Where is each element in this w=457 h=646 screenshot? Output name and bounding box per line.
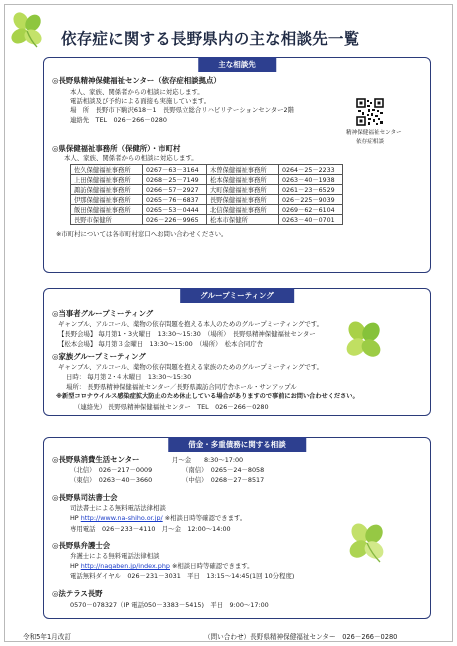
judicial-scrivener-link[interactable]: http://www.na-shiho.or.jp/ [80, 514, 163, 522]
main-consultation-section [43, 57, 431, 273]
offices-note: ※市町村については各市町村窓口へお問い合わせください。 [56, 230, 228, 238]
section-heading: 主な相談先 [198, 57, 276, 72]
document-page [4, 4, 453, 642]
family-group-name: ◎家族グループミーティング [52, 352, 146, 361]
judicial-scrivener-tel: 専用電話 026－233－4110 月～金 12:00～14:00 [70, 525, 231, 533]
center-desc-1: 本人、家族、関係者からの相談に対応します。 [70, 88, 204, 96]
consumer-center-hours: 月～金 8:30～17:00 [172, 456, 244, 464]
bar-association-tel: 電話無料ダイヤル 026－231－3031 平日 13:15～14:45(1回 10分程度) [70, 572, 295, 580]
self-group-nagano: 【長野会場】 毎月第1・3火曜日 13:30～15:30 （場所） 長野県精神保健福祉センター [58, 330, 316, 338]
judicial-scrivener-desc: 司法書士による無料電話法律相談 [70, 504, 166, 512]
center-address: 場 所 長野市下駒沢618－1 長野県立総合リハビリテーションセンター2階 [70, 106, 294, 114]
self-group-desc: ギャンブル、アルコール、薬物の依存問題を抱える本人のためのグループミーティングです。 [58, 320, 324, 328]
table-row: 上田保健福祉事務所 0268－25－7149 松本保健福祉事務所 0263－40－1938 [71, 175, 343, 185]
qr-caption-1: 精神保健福祉センター [346, 130, 402, 136]
center-tel: 連絡先 TEL 026－266－0280 [70, 116, 167, 124]
table-row: 飯田保健福祉事務所 0265－53－0444 北信保健福祉事務所 0269－62－6104 [71, 205, 343, 215]
judicial-scrivener-hp-row [70, 514, 246, 522]
bar-association-hp-row [70, 562, 254, 570]
center-desc-2: 電話相談及び予約による面接も実施しています。 [70, 97, 211, 105]
self-group-matsumoto: 【松本会場】 毎月第３金曜日 13:30～15:00 （場所） 松本合同庁舎 [58, 340, 264, 348]
bar-association-desc: 弁護士による無料電話法律相談 [70, 552, 160, 560]
bar-association-name: ◎長野県弁護士会 [52, 541, 111, 550]
consumer-nanshin: （南信） 0265－24－8058 [182, 466, 265, 474]
notice-text: ※新型コロナウイルス感染症拡大防止のため休止している場合がありますので事前にお問い合わせください。 [56, 393, 359, 400]
office-table [70, 164, 343, 225]
table-row: 佐久保健福祉事務所 0267－63－3164 木曽保健福祉事務所 0264－25－2233 [71, 165, 343, 175]
section-heading: グループミーティング [180, 288, 294, 303]
houterasu-name: ◎法テラス長野 [52, 589, 103, 598]
hp-label: HP [70, 562, 79, 570]
bar-association-link[interactable]: http://nagaben.jp/index.php [80, 562, 170, 570]
family-group-place: 場所： 長野県精神保健福祉センター／長野県諏訪合同庁舎ホール・サンアップル [66, 383, 297, 391]
table-row: 伊那保健福祉事務所 0265－76－6837 長野保健福祉事務所 026－225－9039 [71, 195, 343, 205]
family-group-desc: ギャンブル、アルコール、薬物の依存問題を抱える家族のためのグループミーティングです。 [58, 363, 324, 371]
consumer-chushin: （中信） 0268－27－8517 [182, 476, 265, 484]
section-heading: 借金・多重債務に関する相談 [168, 437, 306, 452]
debt-consultation-section [43, 437, 431, 619]
clover-icon [344, 520, 390, 566]
hp-note: ※相談日時等確認できます。 [172, 562, 254, 570]
judicial-scrivener-name: ◎長野県司法書士会 [52, 493, 118, 502]
revision-date: 令和5年1月改訂 [23, 633, 71, 641]
self-group-name: ◎当事者グループミーティング [52, 309, 154, 318]
group-meeting-section [43, 288, 431, 416]
hp-label: HP [70, 514, 79, 522]
offices-name: ◎県保健福祉事務所（保健所）・市町村 [52, 144, 181, 153]
table-row: 長野市保健所 026－226－9965 松本市保健所 0263－40－0701 [71, 215, 343, 225]
group-contact: （連絡先） 長野県精神保健福祉センター TEL 026－266－0280 [74, 403, 269, 411]
consumer-hokushin: （北信） 026－217－0009 [70, 466, 153, 474]
clover-icon [342, 319, 386, 363]
clover-icon [7, 11, 47, 51]
center-name: ◎長野県精神保健福祉センター（依存症相談拠点） [52, 76, 221, 85]
consumer-toshin: （東信） 0263－40－3660 [70, 476, 153, 484]
offices-desc: 本人、家族、関係者からの相談に対応します。 [64, 154, 198, 162]
page-title: 依存症に関する長野県内の主な相談先一覧 [61, 30, 360, 48]
houterasu-tel: 0570－078327（IP 電話050－3383－5415) 平日 9:00～17:00 [70, 601, 269, 609]
qr-caption-2: 依存症相談 [356, 139, 384, 145]
inquiry-contact: （問い合わせ）長野県精神保健福祉センター 026－266－0280 [204, 633, 398, 641]
family-group-date: 日時： 毎月第２･４木曜日 13:30～15:30 [66, 373, 192, 381]
table-row: 諏訪保健福祉事務所 0266－57－2927 大町保健福祉事務所 0261－23－6529 [71, 185, 343, 195]
consumer-center-name: ◎長野県消費生活センター [52, 455, 140, 464]
qr-code-icon[interactable] [356, 98, 384, 126]
hp-note: ※相談日時等確認できます。 [164, 514, 247, 522]
